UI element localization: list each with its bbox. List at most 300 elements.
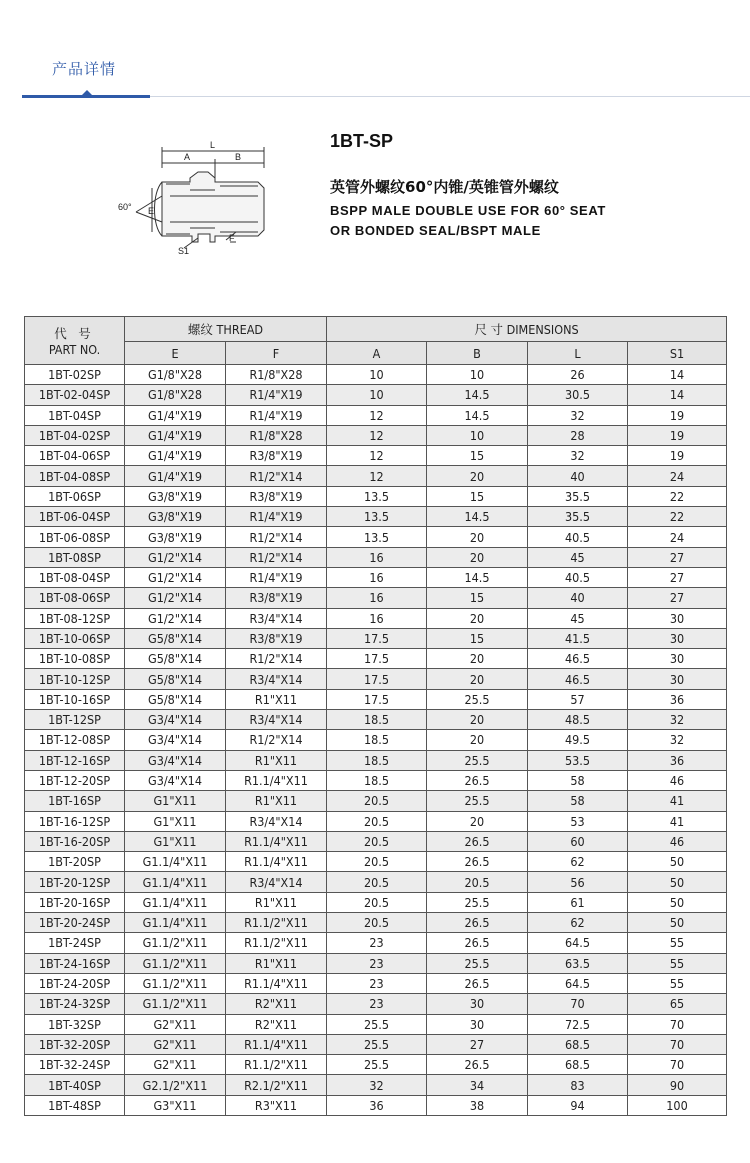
cell-e: G1/4"X19 <box>125 446 226 466</box>
header-col-e: E <box>125 342 226 365</box>
cell-a: 20.5 <box>327 872 427 892</box>
cell-a: 20.5 <box>327 791 427 811</box>
cell-part-no: 1BT-02SP <box>25 365 125 385</box>
table-row <box>25 973 727 993</box>
cell-f: R1"X11 <box>226 750 327 770</box>
table-row <box>25 1034 727 1054</box>
cell-f: R1"X11 <box>226 953 327 973</box>
cell-b: 26.5 <box>427 770 528 790</box>
cell-f: R1/2"X14 <box>226 547 327 567</box>
table-row <box>25 710 727 730</box>
cell-b: 20 <box>427 730 528 750</box>
cell-e: G1.1/2"X11 <box>125 933 226 953</box>
cell-a: 25.5 <box>327 1055 427 1075</box>
cell-a: 16 <box>327 567 427 587</box>
cell-b: 20 <box>427 649 528 669</box>
cell-s1: 30 <box>628 628 727 648</box>
cell-b: 20 <box>427 547 528 567</box>
cell-s1: 50 <box>628 913 727 933</box>
cell-part-no: 1BT-24SP <box>25 933 125 953</box>
cell-part-no: 1BT-04SP <box>25 405 125 425</box>
cell-e: G3/8"X19 <box>125 527 226 547</box>
cell-a: 18.5 <box>327 750 427 770</box>
tab-product-details[interactable]: 产品详情 <box>52 60 117 78</box>
cell-part-no: 1BT-48SP <box>25 1095 125 1115</box>
cell-e: G1/2"X14 <box>125 567 226 587</box>
cell-b: 14.5 <box>427 507 528 527</box>
cell-f: R1/8"X28 <box>226 425 327 445</box>
cell-f: R3/4"X14 <box>226 608 327 628</box>
cell-part-no: 1BT-08-04SP <box>25 567 125 587</box>
cell-part-no: 1BT-24-16SP <box>25 953 125 973</box>
cell-f: R1"X11 <box>226 892 327 912</box>
cell-a: 12 <box>327 405 427 425</box>
cell-part-no: 1BT-12-16SP <box>25 750 125 770</box>
cell-f: R1/4"X19 <box>226 507 327 527</box>
cell-l: 83 <box>528 1075 628 1095</box>
cell-e: G5/8"X14 <box>125 649 226 669</box>
cell-l: 72.5 <box>528 1014 628 1034</box>
cell-s1: 90 <box>628 1075 727 1095</box>
cell-l: 35.5 <box>528 486 628 506</box>
cell-l: 62 <box>528 852 628 872</box>
cell-l: 32 <box>528 405 628 425</box>
cell-e: G3"X11 <box>125 1095 226 1115</box>
cell-part-no: 1BT-32-24SP <box>25 1055 125 1075</box>
cell-s1: 27 <box>628 567 727 587</box>
cell-s1: 14 <box>628 365 727 385</box>
cell-part-no: 1BT-04-08SP <box>25 466 125 486</box>
cell-l: 48.5 <box>528 710 628 730</box>
cell-b: 20.5 <box>427 872 528 892</box>
header-col-a: A <box>327 342 427 365</box>
cell-f: R2"X11 <box>226 994 327 1014</box>
cell-f: R1.1/2"X11 <box>226 933 327 953</box>
table-row <box>25 852 727 872</box>
cell-e: G3/4"X14 <box>125 750 226 770</box>
table-row <box>25 385 727 405</box>
cell-s1: 46 <box>628 770 727 790</box>
cell-b: 26.5 <box>427 913 528 933</box>
table-row <box>25 689 727 709</box>
table-row <box>25 913 727 933</box>
cell-part-no: 1BT-10-16SP <box>25 689 125 709</box>
cell-a: 20.5 <box>327 892 427 912</box>
cell-l: 46.5 <box>528 669 628 689</box>
cell-part-no: 1BT-02-04SP <box>25 385 125 405</box>
table-row <box>25 588 727 608</box>
cell-l: 94 <box>528 1095 628 1115</box>
cell-l: 32 <box>528 446 628 466</box>
cell-a: 17.5 <box>327 689 427 709</box>
cell-l: 53 <box>528 811 628 831</box>
cell-b: 20 <box>427 466 528 486</box>
cell-b: 15 <box>427 446 528 466</box>
cell-e: G1.1/2"X11 <box>125 994 226 1014</box>
cell-f: R1/4"X19 <box>226 405 327 425</box>
cell-b: 15 <box>427 628 528 648</box>
cell-l: 30.5 <box>528 385 628 405</box>
cell-b: 26.5 <box>427 973 528 993</box>
cell-a: 12 <box>327 425 427 445</box>
cell-s1: 70 <box>628 1055 727 1075</box>
table-row <box>25 750 727 770</box>
cell-e: G2.1/2"X11 <box>125 1075 226 1095</box>
table-row <box>25 770 727 790</box>
cell-part-no: 1BT-20-24SP <box>25 913 125 933</box>
table-row <box>25 567 727 587</box>
cell-part-no: 1BT-08-12SP <box>25 608 125 628</box>
cell-f: R3/4"X14 <box>226 811 327 831</box>
cell-a: 18.5 <box>327 730 427 750</box>
header-part-no <box>25 317 125 365</box>
cell-b: 34 <box>427 1075 528 1095</box>
table-row <box>25 649 727 669</box>
cell-part-no: 1BT-16SP <box>25 791 125 811</box>
cell-e: G1.1/2"X11 <box>125 973 226 993</box>
cell-l: 41.5 <box>528 628 628 648</box>
cell-b: 25.5 <box>427 953 528 973</box>
cell-part-no: 1BT-04-06SP <box>25 446 125 466</box>
cell-a: 10 <box>327 365 427 385</box>
cell-b: 14.5 <box>427 385 528 405</box>
cell-l: 60 <box>528 831 628 851</box>
cell-l: 62 <box>528 913 628 933</box>
cell-b: 10 <box>427 425 528 445</box>
cell-a: 10 <box>327 385 427 405</box>
cell-s1: 24 <box>628 466 727 486</box>
cell-f: R1.1/4"X11 <box>226 831 327 851</box>
cell-part-no: 1BT-32-20SP <box>25 1034 125 1054</box>
cell-a: 23 <box>327 953 427 973</box>
cell-e: G1/4"X19 <box>125 466 226 486</box>
cell-l: 40.5 <box>528 567 628 587</box>
cell-l: 70 <box>528 994 628 1014</box>
cell-s1: 36 <box>628 750 727 770</box>
cell-a: 16 <box>327 608 427 628</box>
cell-e: G1/8"X28 <box>125 385 226 405</box>
spec-table <box>24 316 727 1116</box>
cell-f: R1/2"X14 <box>226 466 327 486</box>
cell-part-no: 1BT-04-02SP <box>25 425 125 445</box>
product-name-cn: 英管外螺纹60°内锥/英锥管外螺纹 <box>330 178 559 196</box>
cell-s1: 50 <box>628 892 727 912</box>
cell-a: 12 <box>327 446 427 466</box>
cell-e: G5/8"X14 <box>125 689 226 709</box>
cell-e: G3/8"X19 <box>125 486 226 506</box>
table-row <box>25 1075 727 1095</box>
cell-part-no: 1BT-12-20SP <box>25 770 125 790</box>
cell-a: 17.5 <box>327 628 427 648</box>
drawing-label-b: B <box>235 152 242 162</box>
cell-part-no: 1BT-24-20SP <box>25 973 125 993</box>
table-row <box>25 1095 727 1115</box>
cell-b: 15 <box>427 486 528 506</box>
table-row <box>25 953 727 973</box>
cell-a: 18.5 <box>327 770 427 790</box>
cell-s1: 14 <box>628 385 727 405</box>
cell-e: G1.1/4"X11 <box>125 892 226 912</box>
cell-e: G1/8"X28 <box>125 365 226 385</box>
cell-e: G1.1/4"X11 <box>125 913 226 933</box>
cell-s1: 22 <box>628 486 727 506</box>
cell-l: 35.5 <box>528 507 628 527</box>
cell-s1: 55 <box>628 973 727 993</box>
drawing-label-angle: 60° <box>118 202 132 212</box>
cell-b: 25.5 <box>427 791 528 811</box>
drawing-label-f: F <box>229 233 235 243</box>
header-part-cn: 代 号 <box>54 326 95 341</box>
cell-l: 68.5 <box>528 1055 628 1075</box>
cell-part-no: 1BT-10-08SP <box>25 649 125 669</box>
cell-l: 58 <box>528 791 628 811</box>
cell-a: 17.5 <box>327 649 427 669</box>
cell-e: G3/4"X14 <box>125 710 226 730</box>
cell-f: R3/4"X14 <box>226 669 327 689</box>
cell-e: G1/2"X14 <box>125 547 226 567</box>
cell-s1: 30 <box>628 649 727 669</box>
table-row <box>25 933 727 953</box>
cell-s1: 50 <box>628 872 727 892</box>
cell-b: 14.5 <box>427 567 528 587</box>
cell-l: 53.5 <box>528 750 628 770</box>
cell-s1: 41 <box>628 811 727 831</box>
cell-f: R1/8"X28 <box>226 365 327 385</box>
cell-e: G2"X11 <box>125 1055 226 1075</box>
table-row <box>25 466 727 486</box>
cell-a: 23 <box>327 994 427 1014</box>
cell-part-no: 1BT-10-06SP <box>25 628 125 648</box>
cell-l: 40 <box>528 466 628 486</box>
cell-l: 40.5 <box>528 527 628 547</box>
cell-a: 25.5 <box>327 1014 427 1034</box>
cell-e: G1.1/4"X11 <box>125 852 226 872</box>
cell-e: G5/8"X14 <box>125 628 226 648</box>
table-row <box>25 608 727 628</box>
cell-l: 63.5 <box>528 953 628 973</box>
cell-e: G1.1/4"X11 <box>125 872 226 892</box>
cell-part-no: 1BT-40SP <box>25 1075 125 1095</box>
cell-f: R1.1/4"X11 <box>226 770 327 790</box>
cell-e: G1"X11 <box>125 831 226 851</box>
cell-a: 25.5 <box>327 1034 427 1054</box>
cell-b: 20 <box>427 710 528 730</box>
cell-f: R1.1/4"X11 <box>226 1034 327 1054</box>
cell-a: 16 <box>327 588 427 608</box>
table-row <box>25 628 727 648</box>
cell-a: 13.5 <box>327 527 427 547</box>
cell-e: G2"X11 <box>125 1034 226 1054</box>
cell-e: G2"X11 <box>125 1014 226 1034</box>
cell-b: 25.5 <box>427 892 528 912</box>
cell-s1: 46 <box>628 831 727 851</box>
table-row <box>25 994 727 1014</box>
table-row <box>25 892 727 912</box>
drawing-label-l: L <box>210 140 216 150</box>
spec-table-body <box>25 365 727 1116</box>
table-row <box>25 831 727 851</box>
tab-bar <box>0 0 750 100</box>
drawing-label-a: A <box>184 152 191 162</box>
header-col-b: B <box>427 342 528 365</box>
table-row <box>25 669 727 689</box>
fitting-drawing <box>112 138 272 256</box>
cell-part-no: 1BT-12-08SP <box>25 730 125 750</box>
cell-a: 17.5 <box>327 669 427 689</box>
cell-part-no: 1BT-08SP <box>25 547 125 567</box>
cell-s1: 19 <box>628 425 727 445</box>
tab-caret-icon <box>82 90 92 95</box>
table-row <box>25 365 727 385</box>
cell-s1: 65 <box>628 994 727 1014</box>
cell-b: 26.5 <box>427 852 528 872</box>
cell-e: G1/2"X14 <box>125 588 226 608</box>
cell-l: 61 <box>528 892 628 912</box>
header-thread: 螺纹 THREAD <box>125 317 327 342</box>
cell-e: G1/4"X19 <box>125 425 226 445</box>
cell-l: 49.5 <box>528 730 628 750</box>
cell-part-no: 1BT-08-06SP <box>25 588 125 608</box>
cell-s1: 41 <box>628 791 727 811</box>
drawing-label-s1: S1 <box>178 246 190 256</box>
cell-s1: 19 <box>628 446 727 466</box>
cell-e: G3/8"X19 <box>125 507 226 527</box>
cell-f: R1/2"X14 <box>226 730 327 750</box>
cell-f: R1"X11 <box>226 689 327 709</box>
cell-part-no: 1BT-32SP <box>25 1014 125 1034</box>
cell-part-no: 1BT-12SP <box>25 710 125 730</box>
tab-active-indicator <box>22 95 150 98</box>
cell-a: 20.5 <box>327 811 427 831</box>
cell-s1: 24 <box>628 527 727 547</box>
cell-s1: 100 <box>628 1095 727 1115</box>
cell-a: 23 <box>327 973 427 993</box>
cell-s1: 70 <box>628 1034 727 1054</box>
cell-b: 30 <box>427 1014 528 1034</box>
table-row <box>25 1014 727 1034</box>
table-row <box>25 730 727 750</box>
cell-b: 20 <box>427 608 528 628</box>
cell-s1: 32 <box>628 730 727 750</box>
cell-b: 20 <box>427 527 528 547</box>
header-dimensions: 尺 寸 DIMENSIONS <box>327 317 727 342</box>
cell-f: R1/4"X19 <box>226 567 327 587</box>
cell-l: 57 <box>528 689 628 709</box>
cell-part-no: 1BT-16-12SP <box>25 811 125 831</box>
cell-e: G1.1/2"X11 <box>125 953 226 973</box>
fitting-drawing-svg <box>112 138 272 256</box>
table-row <box>25 405 727 425</box>
cell-b: 25.5 <box>427 689 528 709</box>
cell-f: R1.1/4"X11 <box>226 973 327 993</box>
table-row <box>25 527 727 547</box>
cell-e: G3/4"X14 <box>125 730 226 750</box>
cell-f: R2"X11 <box>226 1014 327 1034</box>
cell-l: 26 <box>528 365 628 385</box>
cell-s1: 27 <box>628 588 727 608</box>
cell-f: R1.1/4"X11 <box>226 852 327 872</box>
cell-l: 64.5 <box>528 973 628 993</box>
cell-b: 38 <box>427 1095 528 1115</box>
cell-s1: 22 <box>628 507 727 527</box>
cell-s1: 30 <box>628 608 727 628</box>
product-name-en-line2: OR BONDED SEAL/BSPT MALE <box>330 223 541 238</box>
cell-a: 16 <box>327 547 427 567</box>
cell-f: R3"X11 <box>226 1095 327 1115</box>
table-row <box>25 507 727 527</box>
cell-b: 26.5 <box>427 831 528 851</box>
cell-f: R1.1/2"X11 <box>226 913 327 933</box>
cell-f: R3/4"X14 <box>226 710 327 730</box>
header-col-s1: S1 <box>628 342 727 365</box>
cell-s1: 27 <box>628 547 727 567</box>
cell-a: 23 <box>327 933 427 953</box>
table-row <box>25 446 727 466</box>
cell-s1: 70 <box>628 1014 727 1034</box>
cell-l: 40 <box>528 588 628 608</box>
cell-a: 20.5 <box>327 831 427 851</box>
cell-f: R1/2"X14 <box>226 649 327 669</box>
cell-s1: 36 <box>628 689 727 709</box>
cell-s1: 55 <box>628 933 727 953</box>
cell-part-no: 1BT-20SP <box>25 852 125 872</box>
cell-e: G1/4"X19 <box>125 405 226 425</box>
cell-f: R3/8"X19 <box>226 486 327 506</box>
cell-part-no: 1BT-06SP <box>25 486 125 506</box>
cell-part-no: 1BT-06-08SP <box>25 527 125 547</box>
cell-l: 58 <box>528 770 628 790</box>
cell-part-no: 1BT-10-12SP <box>25 669 125 689</box>
cell-a: 13.5 <box>327 486 427 506</box>
cell-f: R3/8"X19 <box>226 588 327 608</box>
cell-l: 56 <box>528 872 628 892</box>
cell-s1: 50 <box>628 852 727 872</box>
table-row <box>25 547 727 567</box>
cell-part-no: 1BT-16-20SP <box>25 831 125 851</box>
product-name-en-line1: BSPP MALE DOUBLE USE FOR 60° SEAT <box>330 203 606 218</box>
cell-l: 45 <box>528 547 628 567</box>
cell-f: R3/8"X19 <box>226 628 327 648</box>
cell-f: R1/2"X14 <box>226 527 327 547</box>
cell-part-no: 1BT-20-16SP <box>25 892 125 912</box>
cell-a: 12 <box>327 466 427 486</box>
cell-e: G1"X11 <box>125 811 226 831</box>
cell-a: 32 <box>327 1075 427 1095</box>
cell-f: R1/4"X19 <box>226 385 327 405</box>
cell-s1: 32 <box>628 710 727 730</box>
cell-b: 10 <box>427 365 528 385</box>
cell-l: 45 <box>528 608 628 628</box>
cell-f: R3/4"X14 <box>226 872 327 892</box>
cell-b: 30 <box>427 994 528 1014</box>
cell-f: R1.1/2"X11 <box>226 1055 327 1075</box>
cell-l: 46.5 <box>528 649 628 669</box>
header-col-f: F <box>226 342 327 365</box>
cell-a: 36 <box>327 1095 427 1115</box>
cell-l: 68.5 <box>528 1034 628 1054</box>
table-row <box>25 486 727 506</box>
header-part-en: PART NO. <box>48 342 101 357</box>
cell-l: 64.5 <box>528 933 628 953</box>
table-row <box>25 791 727 811</box>
cell-b: 20 <box>427 669 528 689</box>
cell-f: R2.1/2"X11 <box>226 1075 327 1095</box>
cell-l: 28 <box>528 425 628 445</box>
header-col-l: L <box>528 342 628 365</box>
cell-f: R1"X11 <box>226 791 327 811</box>
cell-e: G1"X11 <box>125 791 226 811</box>
table-row <box>25 1055 727 1075</box>
